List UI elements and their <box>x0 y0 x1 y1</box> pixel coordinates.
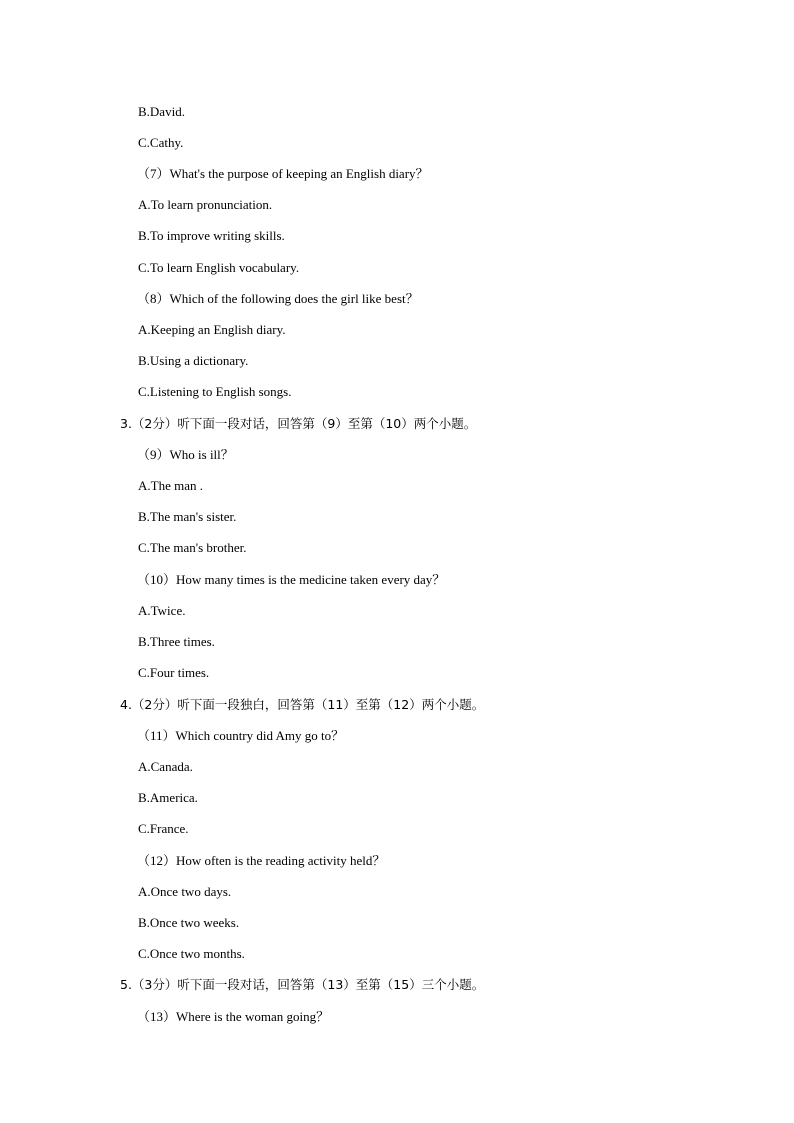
question-7: （7）What's the purpose of keeping an English diary？ <box>137 166 429 181</box>
question-8-option-c: C.Listening to English songs. <box>138 384 292 399</box>
question-8: （8）Which of the following does the girl like best？ <box>137 291 419 306</box>
question-9-option-b: B.The man's sister. <box>138 509 237 524</box>
question-9-option-c: C.The man's brother. <box>138 540 247 555</box>
question-11: （11）Which country did Amy go to？ <box>137 728 345 743</box>
section-3-heading: 3.（2分）听下面一段对话，回答第（9）至第（10）两个小题。 <box>120 416 477 431</box>
question-12-option-b: B.Once two weeks. <box>138 915 240 930</box>
question-10-option-b: B.Three times. <box>138 634 215 649</box>
question-7-option-a: A.To learn pronunciation. <box>138 197 273 212</box>
section-5-heading: 5.（3分）听下面一段对话，回答第（13）至第（15）三个小题。 <box>120 977 485 992</box>
question-9: （9）Who is ill？ <box>137 447 234 462</box>
question-7-option-b: B.To improve writing skills. <box>138 228 285 243</box>
question-7-option-c: C.To learn English vocabulary. <box>138 260 300 275</box>
question-12-option-a: A.Once two days. <box>138 884 232 899</box>
question-10: （10）How many times is the medicine taken every day？ <box>137 572 446 587</box>
question-12-option-c: C.Once two months. <box>138 946 245 961</box>
question-10-option-c: C.Four times. <box>138 665 210 680</box>
question-11-option-b: B.America. <box>138 790 198 805</box>
question-11-option-c: C.France. <box>138 821 189 836</box>
question-13: （13）Where is the woman going？ <box>137 1009 330 1024</box>
question-12: （12）How often is the reading activity held？ <box>137 853 386 868</box>
option-b-david: B.David. <box>138 104 185 119</box>
option-c-cathy: C.Cathy. <box>138 135 184 150</box>
question-9-option-a: A.The man . <box>138 478 203 493</box>
question-10-option-a: A.Twice. <box>138 603 186 618</box>
question-8-option-b: B.Using a dictionary. <box>138 353 249 368</box>
question-8-option-a: A.Keeping an English diary. <box>138 322 286 337</box>
section-4-heading: 4.（2分）听下面一段独白，回答第（11）至第（12）两个小题。 <box>120 697 485 712</box>
question-11-option-a: A.Canada. <box>138 759 193 774</box>
